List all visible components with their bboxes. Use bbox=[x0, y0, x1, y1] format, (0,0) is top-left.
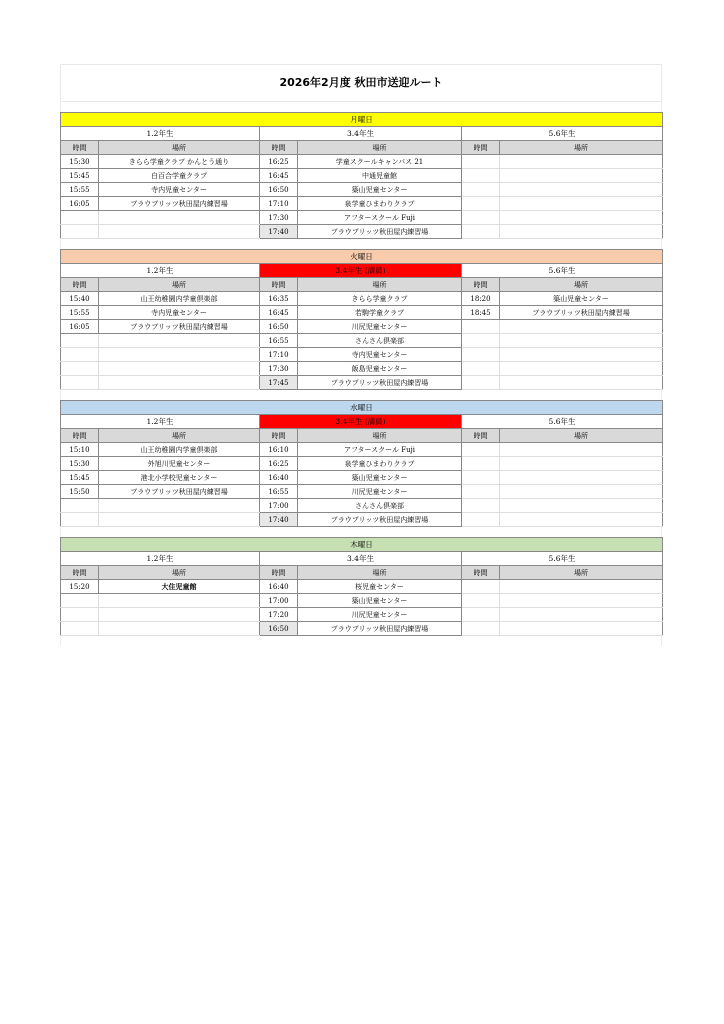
time-cell: 17:30 bbox=[260, 362, 298, 376]
place-cell: 山王幼稚園内学童倶楽部 bbox=[99, 443, 260, 457]
table-row bbox=[61, 594, 663, 608]
grade-header: 3.4年生 bbox=[260, 552, 462, 566]
spacer bbox=[60, 102, 662, 112]
col-header-place: 場所 bbox=[500, 141, 663, 155]
place-cell bbox=[500, 499, 663, 513]
place-cell bbox=[500, 362, 663, 376]
time-cell: 17:30 bbox=[260, 211, 298, 225]
time-cell: 16:40 bbox=[260, 471, 298, 485]
time-cell bbox=[61, 594, 99, 608]
table-row bbox=[61, 197, 663, 211]
time-cell bbox=[462, 594, 500, 608]
place-cell: 築山児童センター bbox=[298, 183, 462, 197]
grade-header: 1.2年生 bbox=[61, 552, 260, 566]
time-cell: 16:45 bbox=[260, 306, 298, 320]
place-cell bbox=[500, 334, 663, 348]
time-cell: 15:50 bbox=[61, 485, 99, 499]
table-row bbox=[61, 362, 663, 376]
col-header-time: 時間 bbox=[462, 278, 500, 292]
day-header: 火曜日 bbox=[61, 250, 663, 264]
time-cell bbox=[61, 622, 99, 636]
time-cell bbox=[61, 376, 99, 390]
table-row bbox=[61, 580, 663, 594]
time-cell bbox=[61, 348, 99, 362]
time-cell: 17:40 bbox=[260, 513, 298, 527]
time-cell bbox=[462, 485, 500, 499]
grade-header: 3.4年生 (満員) bbox=[260, 264, 462, 278]
place-cell: アフタースクール Fuji bbox=[298, 443, 462, 457]
place-cell bbox=[500, 183, 663, 197]
time-cell: 16:40 bbox=[260, 580, 298, 594]
time-cell: 17:00 bbox=[260, 499, 298, 513]
time-cell: 16:05 bbox=[61, 320, 99, 334]
time-cell: 17:10 bbox=[260, 197, 298, 211]
col-header-place: 場所 bbox=[298, 141, 462, 155]
time-cell bbox=[462, 348, 500, 362]
time-cell bbox=[61, 211, 99, 225]
time-cell: 15:45 bbox=[61, 471, 99, 485]
place-cell bbox=[99, 513, 260, 527]
place-cell bbox=[500, 376, 663, 390]
place-cell: ブラウブリッツ秋田屋内練習場 bbox=[298, 225, 462, 239]
table-row bbox=[61, 608, 663, 622]
time-cell bbox=[61, 499, 99, 513]
col-header-time: 時間 bbox=[462, 429, 500, 443]
time-cell: 18:45 bbox=[462, 306, 500, 320]
time-cell: 16:55 bbox=[260, 485, 298, 499]
day-table bbox=[60, 249, 663, 390]
col-header-place: 場所 bbox=[99, 566, 260, 580]
page-title: 2026年2月度 秋田市送迎ルート bbox=[60, 64, 662, 102]
place-cell: きらら学童クラブ bbox=[298, 292, 462, 306]
time-cell: 16:10 bbox=[260, 443, 298, 457]
place-cell bbox=[500, 580, 663, 594]
table-row bbox=[61, 471, 663, 485]
place-cell: 若駒学童クラブ bbox=[298, 306, 462, 320]
time-cell: 16:25 bbox=[260, 457, 298, 471]
place-cell: ブラウブリッツ秋田屋内練習場 bbox=[99, 485, 260, 499]
time-cell: 16:05 bbox=[61, 197, 99, 211]
place-cell: 築山児童センター bbox=[298, 471, 462, 485]
place-cell: ブラウブリッツ秋田屋内練習場 bbox=[298, 376, 462, 390]
place-cell bbox=[99, 622, 260, 636]
place-cell: アフタースクール Fuji bbox=[298, 211, 462, 225]
place-cell: 川尻児童センター bbox=[298, 485, 462, 499]
table-row bbox=[61, 348, 663, 362]
col-header-time: 時間 bbox=[462, 566, 500, 580]
place-cell bbox=[500, 485, 663, 499]
time-cell bbox=[462, 622, 500, 636]
place-cell bbox=[500, 608, 663, 622]
col-header-time: 時間 bbox=[61, 429, 99, 443]
time-cell bbox=[462, 471, 500, 485]
place-cell: 外旭川児童センター bbox=[99, 457, 260, 471]
place-cell bbox=[99, 608, 260, 622]
place-cell: 築山児童センター bbox=[500, 292, 663, 306]
place-cell: 川尻児童センター bbox=[298, 320, 462, 334]
time-cell bbox=[61, 362, 99, 376]
table-row bbox=[61, 169, 663, 183]
time-cell bbox=[61, 225, 99, 239]
col-header-place: 場所 bbox=[500, 429, 663, 443]
place-cell: 中通児童館 bbox=[298, 169, 462, 183]
place-cell: 泉学童ひまわりクラブ bbox=[298, 457, 462, 471]
grade-header: 5.6年生 bbox=[462, 552, 663, 566]
place-cell: ブラウブリッツ秋田屋内練習場 bbox=[298, 513, 462, 527]
place-cell bbox=[500, 457, 663, 471]
time-cell bbox=[462, 513, 500, 527]
grade-header: 5.6年生 bbox=[462, 127, 663, 141]
col-header-time: 時間 bbox=[260, 566, 298, 580]
table-row bbox=[61, 334, 663, 348]
time-cell bbox=[462, 197, 500, 211]
grade-header: 1.2年生 bbox=[61, 264, 260, 278]
col-header-place: 場所 bbox=[298, 429, 462, 443]
place-cell: ブラウブリッツ秋田屋内練習場 bbox=[298, 622, 462, 636]
place-cell: 白百合学童クラブ bbox=[99, 169, 260, 183]
place-cell bbox=[500, 622, 663, 636]
grade-header: 5.6年生 bbox=[462, 264, 663, 278]
table-row bbox=[61, 155, 663, 169]
time-cell: 15:20 bbox=[61, 580, 99, 594]
col-header-time: 時間 bbox=[61, 141, 99, 155]
table-row bbox=[61, 443, 663, 457]
place-cell bbox=[500, 471, 663, 485]
time-cell: 15:55 bbox=[61, 306, 99, 320]
time-cell: 16:50 bbox=[260, 320, 298, 334]
table-row bbox=[61, 499, 663, 513]
grade-header: 5.6年生 bbox=[462, 415, 663, 429]
time-cell bbox=[462, 334, 500, 348]
time-cell: 18:20 bbox=[462, 292, 500, 306]
place-cell: 山王幼稚園内学童倶楽部 bbox=[99, 292, 260, 306]
place-cell bbox=[500, 348, 663, 362]
place-cell: 桜児童センター bbox=[298, 580, 462, 594]
time-cell bbox=[462, 376, 500, 390]
table-row bbox=[61, 225, 663, 239]
schedule-sheet bbox=[60, 64, 662, 646]
place-cell: 港北小学校児童センター bbox=[99, 471, 260, 485]
place-cell: 学童スクールキャンパス 21 bbox=[298, 155, 462, 169]
time-cell bbox=[462, 320, 500, 334]
time-cell bbox=[462, 457, 500, 471]
place-cell bbox=[99, 362, 260, 376]
time-cell: 16:25 bbox=[260, 155, 298, 169]
place-cell bbox=[500, 513, 663, 527]
place-cell bbox=[99, 376, 260, 390]
table-row bbox=[61, 457, 663, 471]
place-cell bbox=[99, 348, 260, 362]
table-row bbox=[61, 211, 663, 225]
day-table bbox=[60, 537, 663, 636]
place-cell: 飯島児童センター bbox=[298, 362, 462, 376]
place-cell: ブラウブリッツ秋田屋内練習場 bbox=[99, 320, 260, 334]
place-cell: ブラウブリッツ秋田屋内練習場 bbox=[99, 197, 260, 211]
time-cell bbox=[462, 443, 500, 457]
time-cell: 15:55 bbox=[61, 183, 99, 197]
grade-header: 1.2年生 bbox=[61, 415, 260, 429]
table-row bbox=[61, 320, 663, 334]
col-header-place: 場所 bbox=[99, 429, 260, 443]
day-header: 月曜日 bbox=[61, 113, 663, 127]
table-row bbox=[61, 513, 663, 527]
section-spacer bbox=[60, 527, 662, 537]
time-cell bbox=[462, 225, 500, 239]
grade-header: 3.4年生 bbox=[260, 127, 462, 141]
time-cell bbox=[462, 580, 500, 594]
place-cell bbox=[99, 499, 260, 513]
place-cell: 寺内児童センター bbox=[298, 348, 462, 362]
time-cell: 17:40 bbox=[260, 225, 298, 239]
time-cell bbox=[61, 513, 99, 527]
time-cell: 16:50 bbox=[260, 183, 298, 197]
time-cell bbox=[462, 499, 500, 513]
time-cell bbox=[462, 183, 500, 197]
col-header-time: 時間 bbox=[462, 141, 500, 155]
time-cell: 15:30 bbox=[61, 457, 99, 471]
table-row bbox=[61, 183, 663, 197]
place-cell: 泉学童ひまわりクラブ bbox=[298, 197, 462, 211]
grade-header: 1.2年生 bbox=[61, 127, 260, 141]
time-cell bbox=[462, 211, 500, 225]
place-cell bbox=[99, 334, 260, 348]
place-cell: さんさん倶楽部 bbox=[298, 499, 462, 513]
time-cell: 17:00 bbox=[260, 594, 298, 608]
table-row bbox=[61, 485, 663, 499]
place-cell: 寺内児童センター bbox=[99, 183, 260, 197]
table-row bbox=[61, 622, 663, 636]
time-cell: 15:45 bbox=[61, 169, 99, 183]
place-cell bbox=[500, 169, 663, 183]
place-cell: 寺内児童センター bbox=[99, 306, 260, 320]
day-sections bbox=[60, 112, 662, 646]
place-cell: ブラウブリッツ秋田屋内練習場 bbox=[500, 306, 663, 320]
col-header-place: 場所 bbox=[500, 566, 663, 580]
place-cell bbox=[500, 594, 663, 608]
time-cell: 16:45 bbox=[260, 169, 298, 183]
time-cell bbox=[61, 334, 99, 348]
section-spacer bbox=[60, 239, 662, 249]
grade-header: 3.4年生 (満員) bbox=[260, 415, 462, 429]
place-cell: 築山児童センター bbox=[298, 594, 462, 608]
col-header-place: 場所 bbox=[298, 278, 462, 292]
col-header-time: 時間 bbox=[260, 141, 298, 155]
table-row bbox=[61, 292, 663, 306]
col-header-time: 時間 bbox=[61, 566, 99, 580]
col-header-place: 場所 bbox=[500, 278, 663, 292]
time-cell: 16:50 bbox=[260, 622, 298, 636]
time-cell: 16:55 bbox=[260, 334, 298, 348]
time-cell: 15:30 bbox=[61, 155, 99, 169]
place-cell bbox=[99, 225, 260, 239]
place-cell bbox=[99, 594, 260, 608]
day-header: 木曜日 bbox=[61, 538, 663, 552]
col-header-place: 場所 bbox=[99, 278, 260, 292]
time-cell: 15:10 bbox=[61, 443, 99, 457]
time-cell: 15:40 bbox=[61, 292, 99, 306]
col-header-time: 時間 bbox=[61, 278, 99, 292]
time-cell bbox=[462, 362, 500, 376]
time-cell bbox=[462, 155, 500, 169]
place-cell bbox=[500, 443, 663, 457]
time-cell: 17:10 bbox=[260, 348, 298, 362]
time-cell bbox=[462, 169, 500, 183]
place-cell bbox=[99, 211, 260, 225]
col-header-time: 時間 bbox=[260, 429, 298, 443]
day-table bbox=[60, 400, 663, 527]
place-cell bbox=[500, 211, 663, 225]
day-table bbox=[60, 112, 663, 239]
place-cell: きらら学童クラブ かんとう通り bbox=[99, 155, 260, 169]
place-cell: さんさん倶楽部 bbox=[298, 334, 462, 348]
place-cell bbox=[500, 225, 663, 239]
col-header-place: 場所 bbox=[298, 566, 462, 580]
table-row bbox=[61, 306, 663, 320]
time-cell bbox=[462, 608, 500, 622]
section-spacer bbox=[60, 390, 662, 400]
time-cell: 17:20 bbox=[260, 608, 298, 622]
place-cell bbox=[500, 320, 663, 334]
time-cell: 16:35 bbox=[260, 292, 298, 306]
col-header-time: 時間 bbox=[260, 278, 298, 292]
table-row bbox=[61, 376, 663, 390]
time-cell bbox=[61, 608, 99, 622]
place-cell bbox=[500, 155, 663, 169]
time-cell: 17:45 bbox=[260, 376, 298, 390]
place-cell: 大住児童館 bbox=[99, 580, 260, 594]
col-header-place: 場所 bbox=[99, 141, 260, 155]
section-spacer bbox=[60, 636, 662, 646]
day-header: 水曜日 bbox=[61, 401, 663, 415]
place-cell: 川尻児童センター bbox=[298, 608, 462, 622]
place-cell bbox=[500, 197, 663, 211]
